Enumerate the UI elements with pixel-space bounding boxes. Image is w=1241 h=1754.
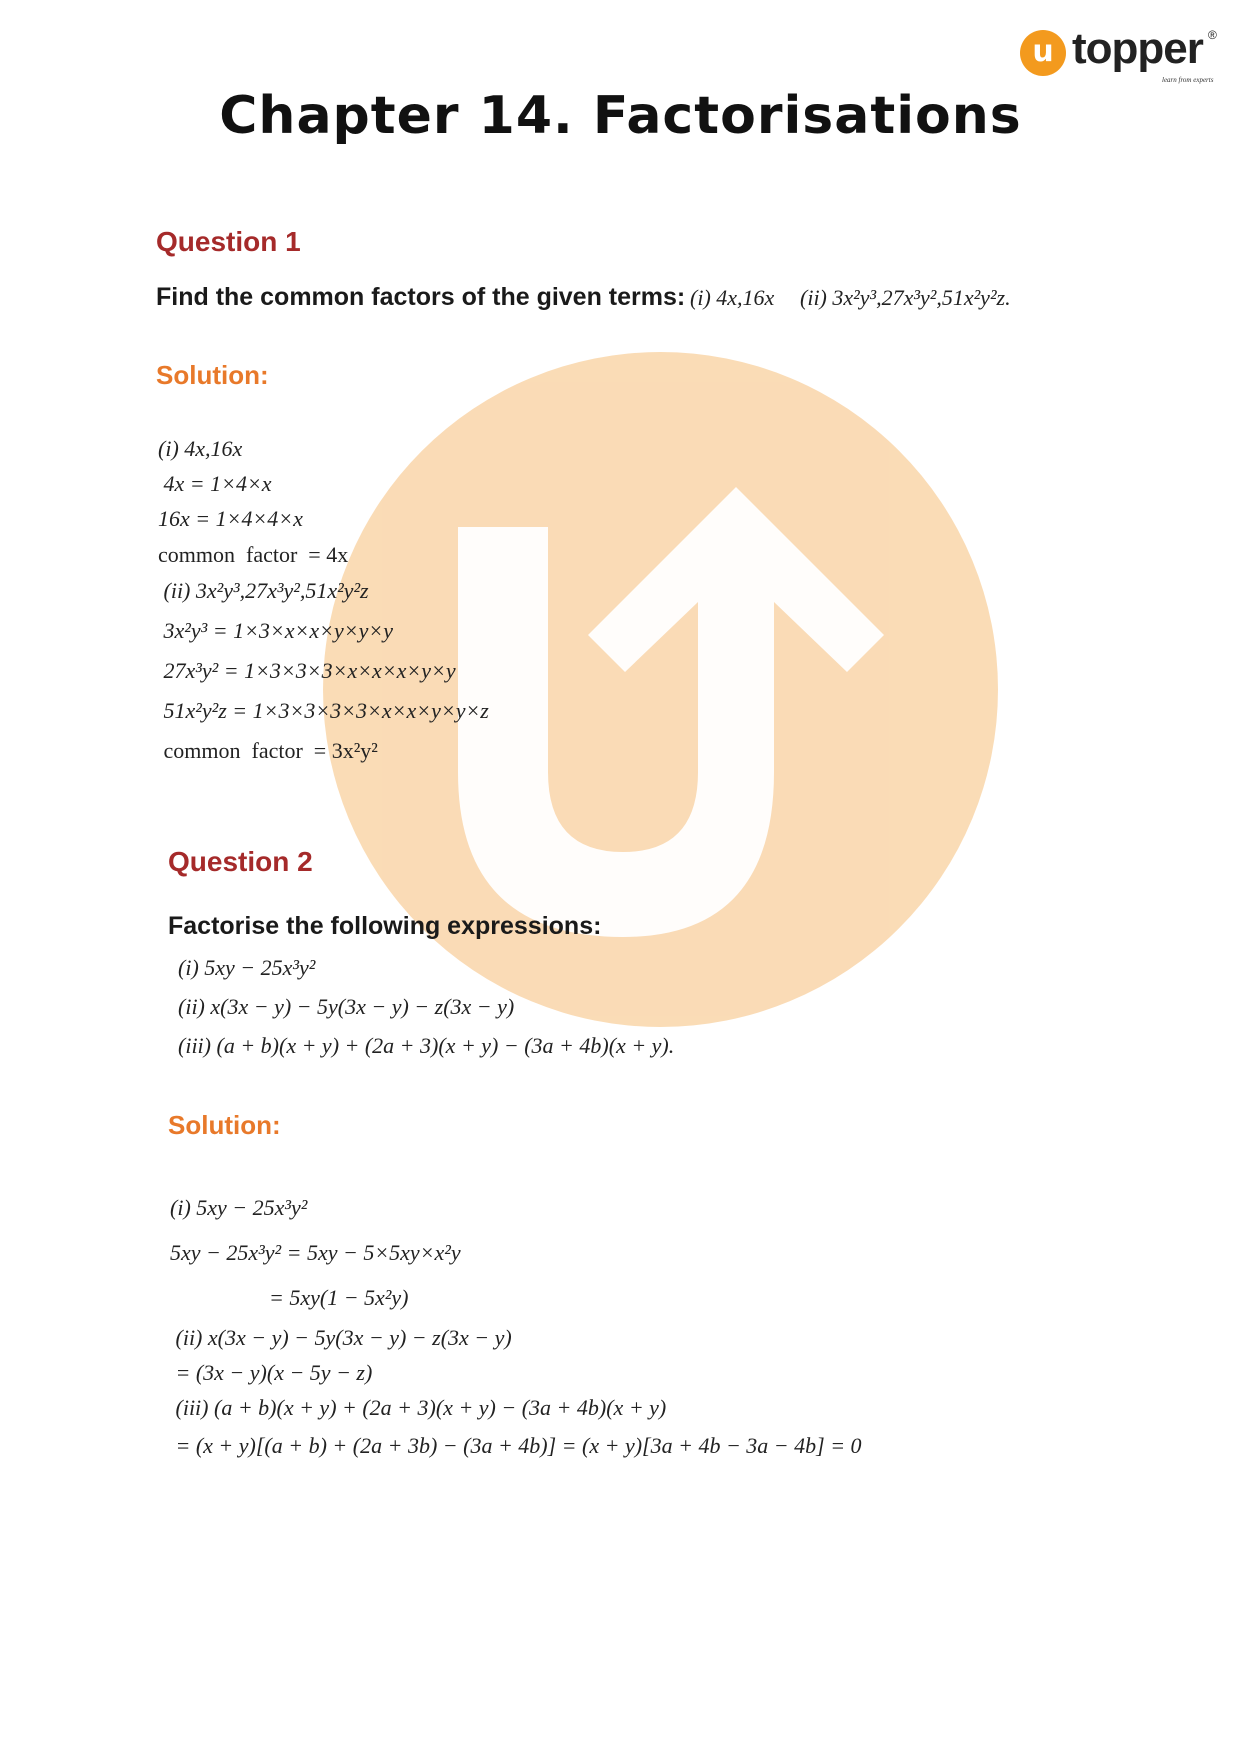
solution-line: 4x = 1×4×x bbox=[158, 471, 272, 496]
solution-line: = 5xy(1 − 5x²y) bbox=[170, 1285, 409, 1310]
expression-item: (iii) (a + b)(x + y) + (2a + 3)(x + y) − (3a + 4b)(x + y). bbox=[178, 1033, 675, 1058]
question-2-solution-heading: Solution: bbox=[168, 1110, 281, 1140]
solution-line: = (x + y)[(a + b) + (2a + 3b) − (3a + 4b)] = (x + y)[3a + 4b − 3a − 4b] = 0 bbox=[170, 1433, 862, 1458]
solution-line: common factor = 4x bbox=[158, 542, 349, 567]
question-1-terms-ii: (ii) 3x²y³,27x³y²,51x²y²z. bbox=[800, 285, 1011, 310]
solution-line: (ii) x(3x − y) − 5y(3x − y) − z(3x − y) bbox=[170, 1325, 512, 1350]
solution-line: = (3x − y)(x − 5y − z) bbox=[170, 1360, 373, 1385]
topper-logo bbox=[1020, 24, 1220, 88]
logo-registered-mark: ® bbox=[1208, 28, 1217, 42]
question-1-terms-i: (i) 4x,16x bbox=[690, 285, 775, 310]
solution-line: 51x²y²z = 1×3×3×3×3×x×x×y×y×z bbox=[158, 698, 489, 723]
solution-line: 16x = 1×4×4×x bbox=[158, 506, 303, 531]
question-1-heading: Question 1 bbox=[156, 226, 301, 257]
expression-item: (i) 5xy − 25x³y² bbox=[178, 955, 316, 980]
question-1-prompt: Find the common factors of the given terms: bbox=[156, 283, 686, 311]
solution-line: 3x²y³ = 1×3×x×x×y×y×y bbox=[158, 618, 393, 643]
question-1-solution-heading: Solution: bbox=[156, 360, 269, 390]
solution-line: common factor = 3x²y² bbox=[158, 738, 378, 763]
solution-line: (ii) 3x²y³,27x³y²,51x²y²z bbox=[158, 578, 369, 603]
logo-tagline: learn from experts bbox=[1162, 76, 1214, 84]
solution-line: 5xy − 25x³y² = 5xy − 5×5xy×x²y bbox=[170, 1240, 461, 1265]
page-title: Chapter 14. Factorisations bbox=[219, 86, 1022, 146]
solution-line: (i) 5xy − 25x³y² bbox=[170, 1195, 308, 1220]
solution-line: (i) 4x,16x bbox=[158, 436, 243, 461]
logo-mark-icon: u bbox=[1020, 30, 1066, 76]
logo-name: topper bbox=[1072, 24, 1203, 73]
solution-line: 27x³y² = 1×3×3×3×x×x×x×y×y bbox=[158, 658, 456, 683]
question-2-prompt: Factorise the following expressions: bbox=[168, 912, 602, 940]
expression-item: (ii) x(3x − y) − 5y(3x − y) − z(3x − y) bbox=[178, 994, 515, 1019]
question-2-heading: Question 2 bbox=[168, 846, 313, 877]
solution-line: (iii) (a + b)(x + y) + (2a + 3)(x + y) − (3a + 4b)(x + y) bbox=[170, 1395, 667, 1420]
